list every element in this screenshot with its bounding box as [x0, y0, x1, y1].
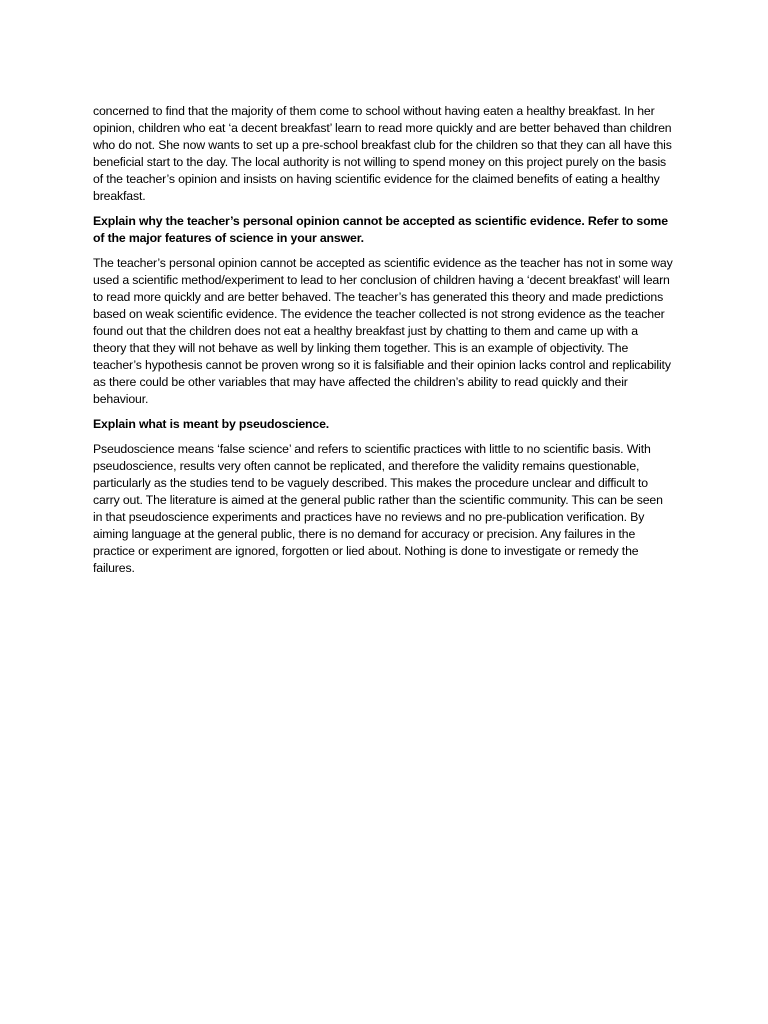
- intro-paragraph: concerned to find that the majority of them come to school without having eaten a healthy breakfast. In her opinion, children who eat ‘a decent breakfast’ learn to read more quickly and are better behaved than children who do not. She now wants to set up a pre-school breakfast club for the children so that they can all have this beneficial start to the day. The local authority is not willing to spend money on this project purely on the basis of the teacher’s opinion and insists on having scientific evidence for the claimed benefits of eating a healthy breakfast.: [93, 104, 672, 203]
- document-page: [93, 103, 673, 585]
- question-pseudoscience: Explain what is meant by pseudoscience.: [93, 417, 330, 431]
- question-scientific-evidence: Explain why the teacher’s personal opinion cannot be accepted as scientific evidence. Refer to some of the major features of science in your answer.: [93, 214, 668, 245]
- answer-pseudoscience: Pseudoscience means ‘false science’ and refers to scientific practices with little to no scientific basis. With pseudoscience, results very often cannot be replicated, and therefore the validity remains questionable, particularly as the studies tend to be vaguely described. This makes the procedure unclear and difficult to carry out. The literature is aimed at the general public rather than the scientific community. This can be seen in that pseudoscience experiments and practices have no reviews and no pre-publication verification. By aiming language at the general public, there is no demand for accuracy or precision. Any failures in the practice or experiment are ignored, forgotten or lied about. Nothing is done to investigate or remedy the failures.: [93, 442, 663, 575]
- answer-scientific-evidence: The teacher’s personal opinion cannot be accepted as scientific evidence as the teacher has not in some way used a scientific method/experiment to lead to her conclusion of children having a ‘decent breakfast’ will learn to read more quickly and are better behaved. The teacher’s has generated this theory and made predictions based on weak scientific evidence. The evidence the teacher collected is not strong evidence as the teacher found out that the children does not eat a healthy breakfast just by chatting to them and came up with a theory that they will not behave as well by linking them together. This is an example of objectivity. The teacher’s hypothesis cannot be proven wrong so it is falsifiable and their opinion lacks control and replicability as there could be other variables that may have affected the children’s ability to read quickly and their behaviour.: [93, 256, 673, 406]
